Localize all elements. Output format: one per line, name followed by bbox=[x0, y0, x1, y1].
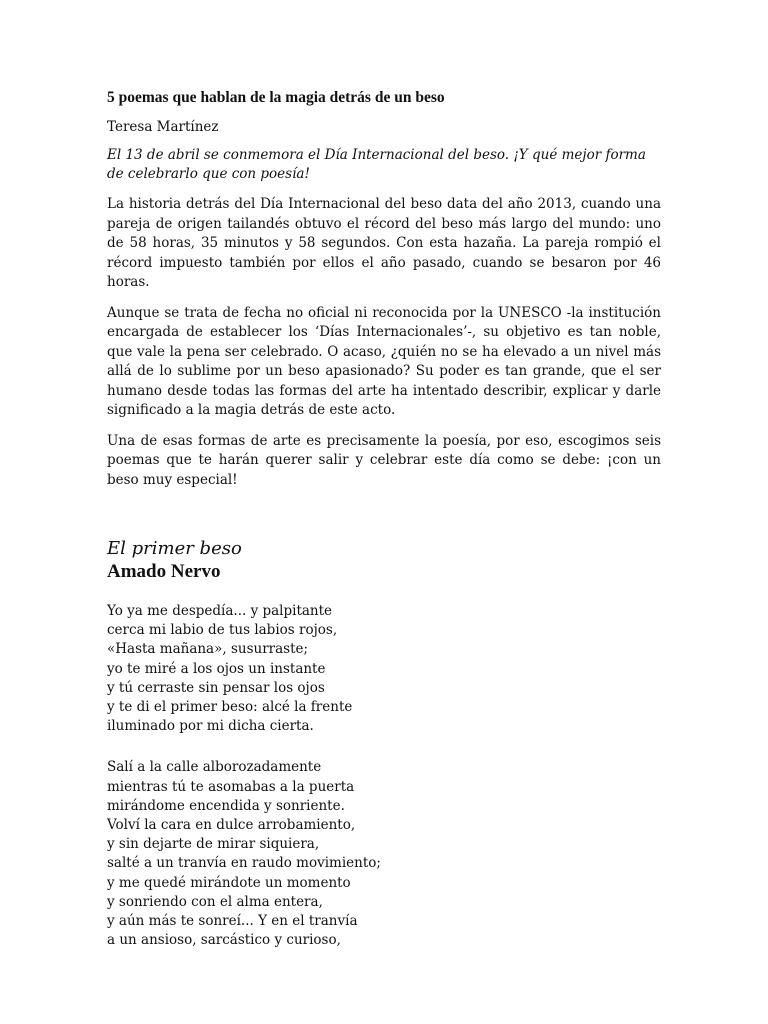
poem-stanza-1 bbox=[107, 602, 661, 736]
poem-verse: y tú cerraste sin pensar los ojos bbox=[107, 679, 325, 696]
poem-title: El primer beso bbox=[107, 538, 242, 559]
poem-verse: yo te miré a los ojos un instante bbox=[107, 660, 326, 677]
article-title: 5 poemas que hablan de la magia detrás de un beso bbox=[107, 89, 445, 106]
poem-stanza-2 bbox=[107, 758, 661, 950]
article-paragraph: Aunque se trata de fecha no oficial ni reconocida por la UNESCO -la institución encargada de establecer los ‘Días Internacionales’-, su objetivo es tan noble, que vale la pena ser celebrado. O acaso, ¿quién no se ha elevado a un nivel más allá de lo sublime por un beso apasionado? Su poder es tan grande, que el ser humano desde todas las formas del arte ha intentado describir, explicar y darle significado a la magia detrás de este acto. bbox=[107, 304, 661, 418]
article-paragraph: La historia detrás del Día Internacional del beso data del año 2013, cuando una pareja de origen tailandés obtuvo el récord del beso más largo del mundo: uno de 58 horas, 35 minutos y 58 segundos. Con esta hazaña. La pareja rompió el récord impuesto también por ellos el año pasado, cuando se besaron por 46 horas. bbox=[107, 196, 661, 290]
poem-verse: y sin dejarte de mirar siquiera, bbox=[107, 836, 320, 853]
poem-verse: Yo ya me despedía... y palpitante bbox=[107, 603, 333, 619]
poem-author: Amado Nervo bbox=[107, 561, 221, 582]
poem-verse: y te di el primer beso: alcé la frente bbox=[107, 699, 353, 716]
article-paragraph: Una de esas formas de arte es precisamente la poesía, por eso, escogimos seis poemas que te harán querer salir y celebrar este día como se debe: ¡con un beso muy especial! bbox=[107, 432, 661, 488]
document-page bbox=[107, 88, 661, 972]
poem-verse: cerca mi labio de tus labios rojos, bbox=[107, 622, 338, 639]
poem-verse: y me quedé mirándote un momento bbox=[107, 874, 351, 891]
article-lead: El 13 de abril se conmemora el Día Internacional del beso. ¡Y qué mejor forma de celebrarlo que con poesía! bbox=[107, 147, 646, 182]
poem-verse: Salí a la calle alborozadamente bbox=[107, 759, 322, 776]
poem-verse: y sonriendo con el alma entera, bbox=[107, 893, 323, 910]
poem-verse: Volví la cara en dulce arrobamiento, bbox=[107, 817, 356, 834]
poem-verse: y aún más te sonreí... Y en el tranvía bbox=[107, 913, 358, 930]
poem-verse: a un ansioso, sarcástico y curioso, bbox=[107, 932, 341, 949]
poem-verse: mientras tú te asomabas a la puerta bbox=[107, 778, 355, 795]
poem-verse: mirándome encendida y sonriente. bbox=[107, 797, 345, 814]
poem-verse: iluminado por mi dicha cierta. bbox=[107, 718, 314, 735]
poem-verse: salté a un tranvía en raudo movimiento; bbox=[107, 855, 381, 872]
poem-verse: «Hasta mañana», susurraste; bbox=[107, 641, 309, 658]
article-author: Teresa Martínez bbox=[107, 119, 219, 135]
